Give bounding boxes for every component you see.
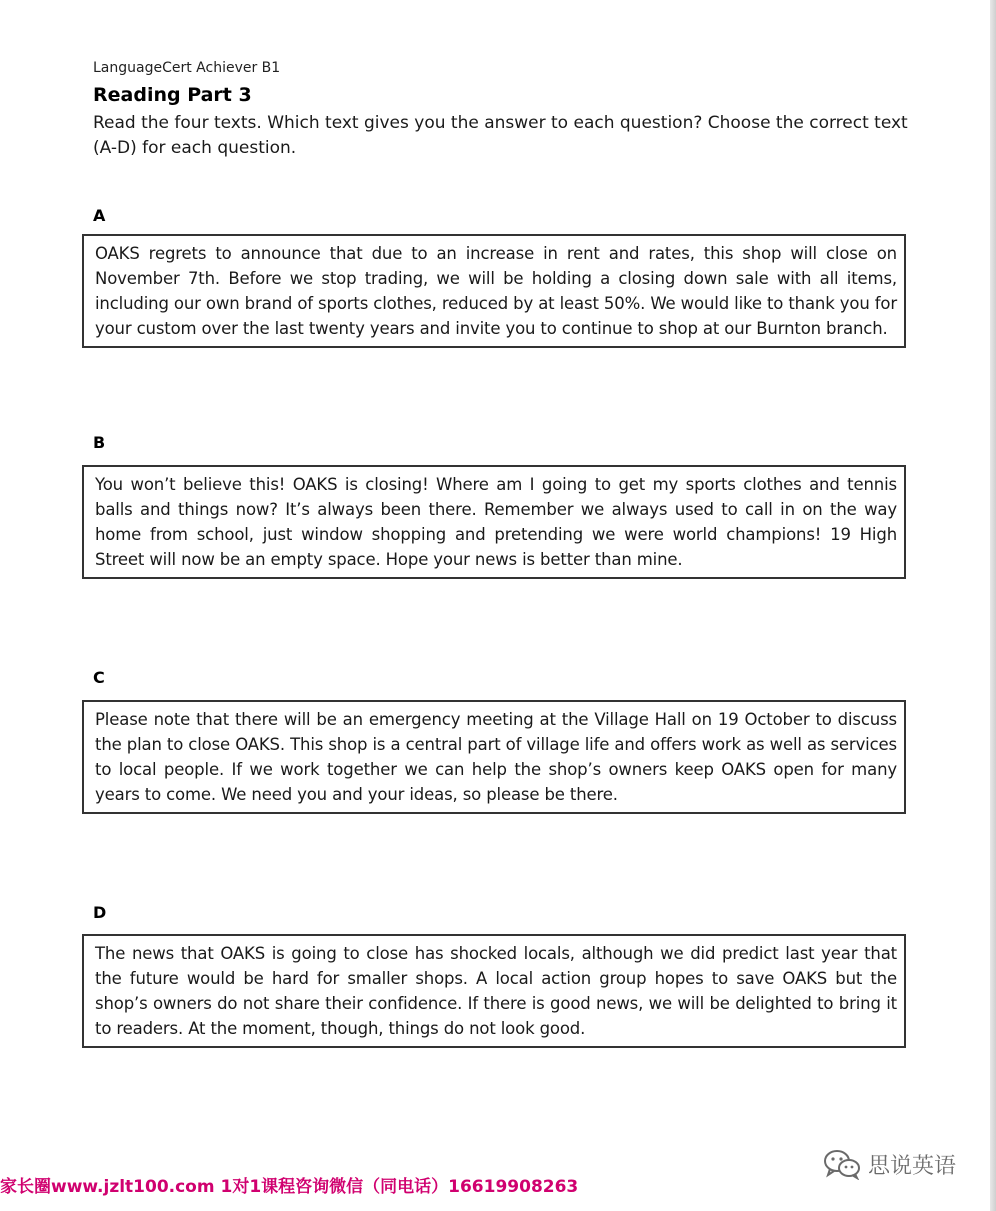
watermark-text: 思说英语	[868, 1153, 957, 1179]
text-label-c: C	[93, 668, 105, 687]
text-label-d: D	[93, 903, 107, 922]
page-edge	[990, 0, 996, 1211]
text-label-b: B	[93, 433, 106, 452]
text-label-a: A	[93, 206, 106, 225]
text-box-b: You won’t believe this! OAKS is closing! Where am I going to get my sports clothes and tennis balls and things now? It’s always been there. Remember we always used to call in on the way home from school, just window shopping and pretending we were world champions! 19 High Street will now be an empty space. Hope your news is better than mine.	[82, 465, 906, 579]
page-title: Reading Part 3	[93, 84, 252, 106]
watermark	[822, 1148, 956, 1180]
text-box-a: OAKS regrets to announce that due to an increase in rent and rates, this shop will close on November 7th. Before we stop trading, we will be holding a closing down sale with all items, including our own brand of sports clothes, reduced by at least 50%. We would like to thank you for your custom over the last twenty years and invite you to continue to shop at our Burnton branch.	[82, 234, 906, 348]
exam-name: LanguageCert Achiever B1	[93, 60, 281, 76]
text-box-c: Please note that there will be an emergency meeting at the Village Hall on 19 October to discuss the plan to close OAKS. This shop is a central part of village life and offers work as well as services to local people. If we work together we can help the shop’s owners keep OAKS open for many years to come. We need you and your ideas, so please be there.	[82, 700, 906, 814]
text-box-d: The news that OAKS is going to close has shocked locals, although we did predict last year that the future would be hard for smaller shops. A local action group hopes to save OAKS but the shop’s owners do not share their confidence. If there is good news, we will be delighted to bring it to readers. At the moment, though, things do not look good.	[82, 934, 906, 1048]
footer-promo: 家长圈www.jzlt100.com 1对1课程咨询微信（同电话）16619908263	[0, 1177, 579, 1197]
instructions: Read the four texts. Which text gives you the answer to each question? Choose the correct text (A-D) for each question.	[93, 113, 908, 158]
wechat-icon	[822, 1148, 862, 1180]
